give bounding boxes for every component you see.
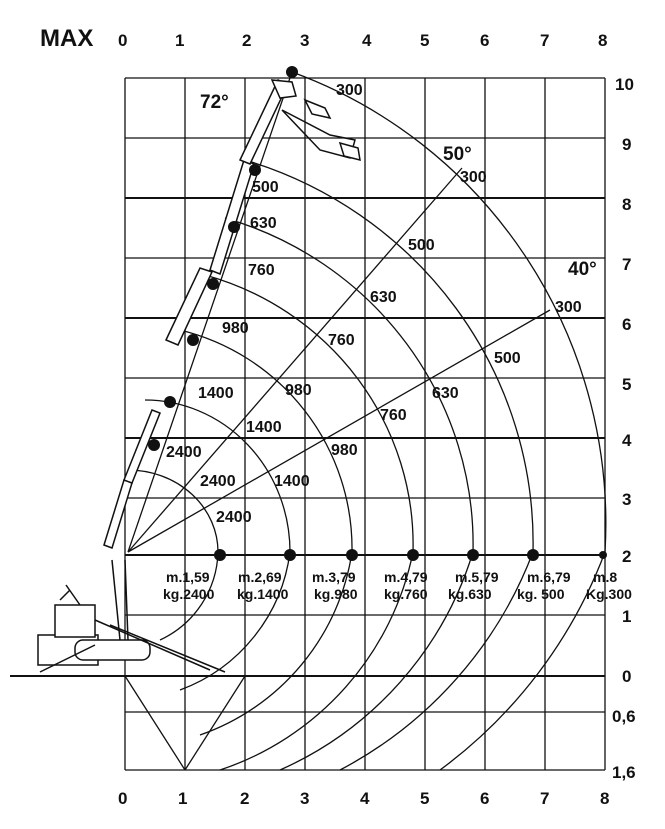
reach-distance: m.5,79 bbox=[455, 569, 499, 585]
arc-label: 2400 bbox=[216, 509, 252, 526]
bottom-axis bbox=[118, 789, 609, 808]
right-tick: 10 bbox=[615, 75, 634, 94]
arc-label: 1400 bbox=[198, 385, 234, 402]
right-tick: 3 bbox=[622, 490, 632, 509]
arc-label: 500 bbox=[408, 237, 435, 254]
angle-72-label: 72° bbox=[200, 92, 229, 113]
reach-capacity: kg.1400 bbox=[237, 586, 289, 602]
arc-label: 980 bbox=[222, 320, 249, 337]
arc-label: 500 bbox=[494, 350, 521, 367]
arc-500 bbox=[245, 160, 533, 552]
arc-label: 630 bbox=[370, 289, 397, 306]
right-tick: 6 bbox=[622, 315, 632, 334]
right-tick: 8 bbox=[622, 195, 632, 214]
arc-label: 2400 bbox=[200, 473, 236, 490]
arc-label: 300 bbox=[460, 169, 487, 186]
top-tick: 0 bbox=[118, 31, 128, 50]
right-tick: 1,6 bbox=[612, 763, 636, 782]
top-tick: 5 bbox=[420, 31, 430, 50]
reach-distance: m.3,79 bbox=[312, 569, 356, 585]
arc-label: 760 bbox=[328, 332, 355, 349]
arc-980 bbox=[180, 330, 352, 552]
bottom-tick: 1 bbox=[178, 789, 188, 808]
right-axis bbox=[612, 75, 636, 782]
bottom-tick: 3 bbox=[300, 789, 310, 808]
angle-50-label: 50° bbox=[443, 144, 472, 165]
bottom-tick: 2 bbox=[240, 789, 250, 808]
arc-label: 300 bbox=[555, 299, 582, 316]
right-tick: 5 bbox=[622, 375, 632, 394]
reach-capacity: kg.760 bbox=[384, 586, 428, 602]
arc-labels bbox=[166, 82, 582, 526]
top-tick: 7 bbox=[540, 31, 550, 50]
arc-label: 760 bbox=[248, 262, 275, 279]
max-label: MAX bbox=[40, 25, 94, 52]
reach-distance: m.1,59 bbox=[166, 569, 210, 585]
arc-label: 980 bbox=[285, 382, 312, 399]
bottom-tick: 0 bbox=[118, 789, 128, 808]
right-tick: 2 bbox=[622, 547, 632, 566]
right-tick: 1 bbox=[622, 607, 632, 626]
reach-capacity: Kg.300 bbox=[586, 586, 632, 602]
bottom-tick: 5 bbox=[420, 789, 430, 808]
arc-label: 1400 bbox=[274, 473, 310, 490]
top-tick: 3 bbox=[300, 31, 310, 50]
angle-40-label: 40° bbox=[568, 259, 597, 280]
top-tick: 4 bbox=[362, 31, 372, 50]
reach-capacity: kg.630 bbox=[448, 586, 492, 602]
arc-label: 630 bbox=[432, 385, 459, 402]
arc-label: 1400 bbox=[246, 419, 282, 436]
arc-label: 980 bbox=[331, 442, 358, 459]
right-tick: 9 bbox=[622, 135, 632, 154]
right-tick: 0 bbox=[622, 667, 632, 686]
bottom-tick: 4 bbox=[360, 789, 370, 808]
arc-label: 300 bbox=[336, 82, 363, 99]
reach-distance: m.4,79 bbox=[384, 569, 428, 585]
arc-label: 760 bbox=[380, 407, 407, 424]
reach-capacity: kg. 500 bbox=[517, 586, 565, 602]
grid bbox=[10, 78, 605, 770]
bottom-tick: 6 bbox=[480, 789, 490, 808]
bottom-tick: 8 bbox=[600, 789, 610, 808]
reach-capacity: kg.2400 bbox=[163, 586, 215, 602]
bottom-tick: 7 bbox=[540, 789, 550, 808]
top-tick: 8 bbox=[598, 31, 608, 50]
reach-capacity: kg.980 bbox=[314, 586, 358, 602]
top-tick: 6 bbox=[480, 31, 490, 50]
right-tick: 4 bbox=[622, 431, 632, 450]
top-axis bbox=[118, 31, 607, 50]
reach-distance: m.8 bbox=[593, 569, 618, 585]
arc-label: 2400 bbox=[166, 444, 202, 461]
top-tick: 2 bbox=[242, 31, 252, 50]
reach-distance: m.6,79 bbox=[527, 569, 571, 585]
top-tick: 1 bbox=[175, 31, 185, 50]
right-tick: 0,6 bbox=[612, 707, 636, 726]
reach-distance: m.2,69 bbox=[238, 569, 282, 585]
reach-table bbox=[163, 569, 632, 602]
right-tick: 7 bbox=[622, 255, 632, 274]
arc-label: 500 bbox=[252, 179, 279, 196]
arc-label: 630 bbox=[250, 215, 277, 232]
